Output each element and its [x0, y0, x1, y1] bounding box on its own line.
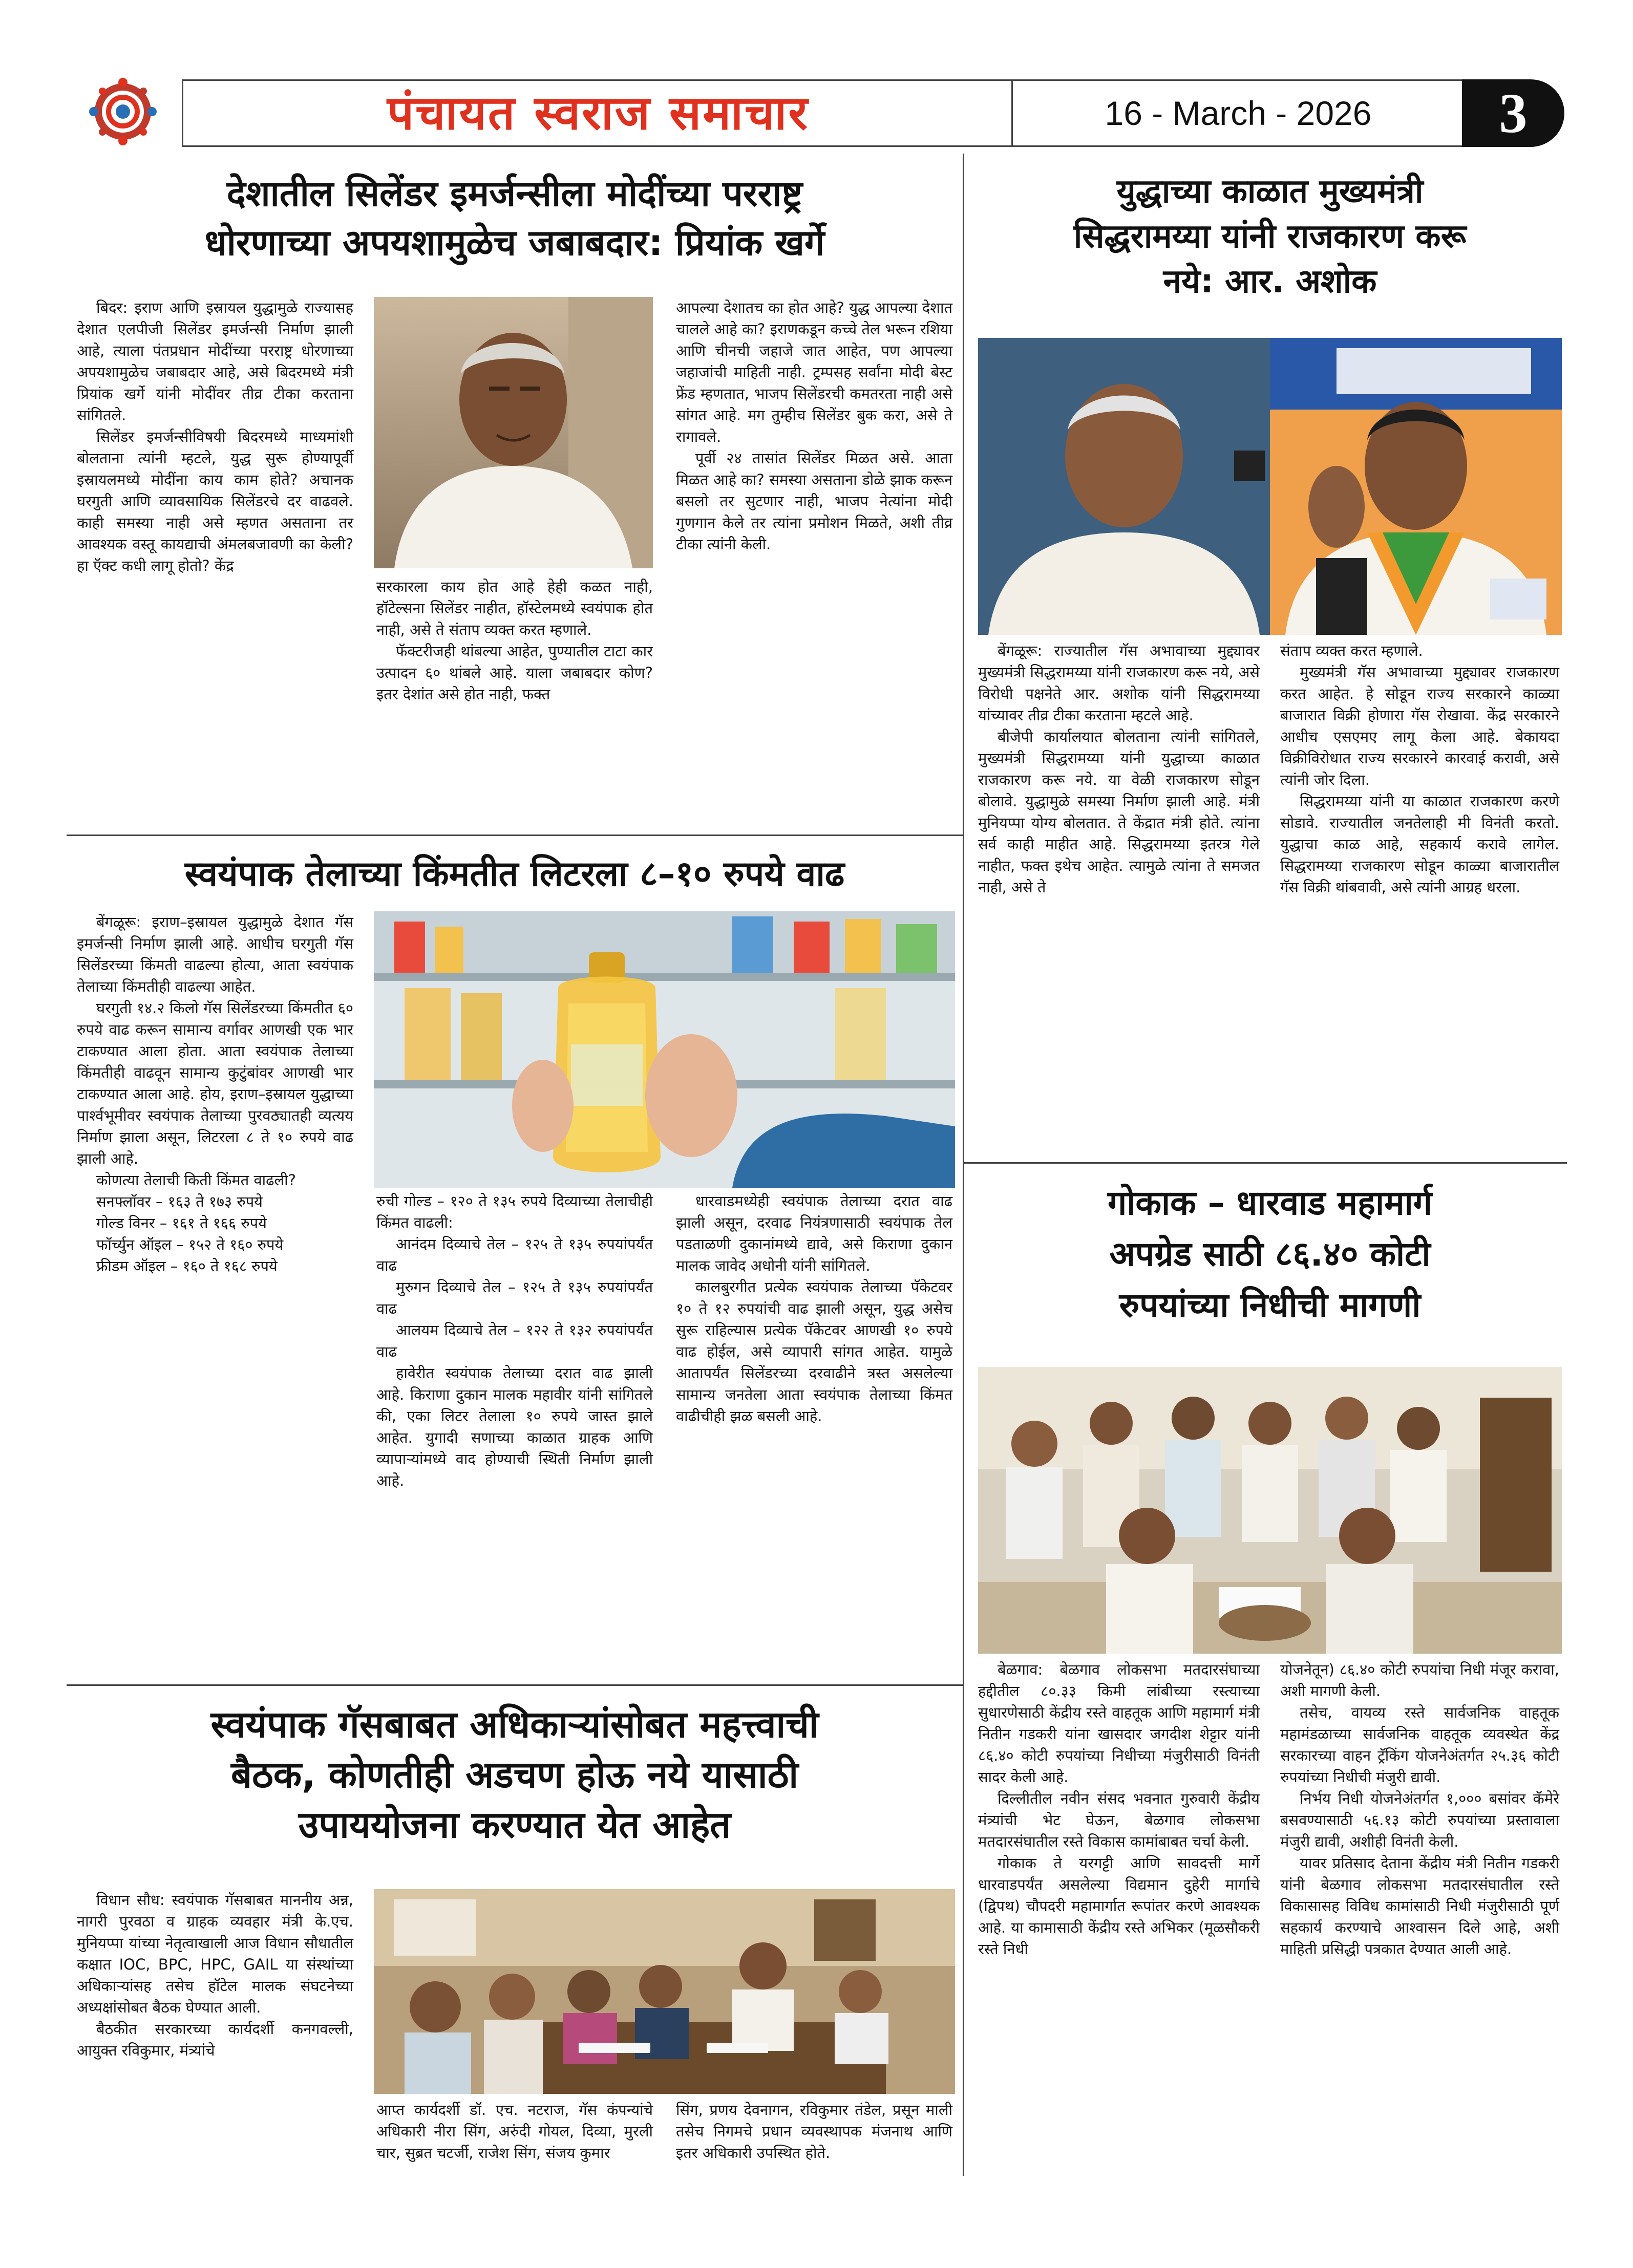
paragraph: गोकाक ते यरगट्टी आणि सावदत्ती मार्गे धारवाडपर्यंत असलेल्या विद्यमान दुहेरी मार्गाचे (द्विपथ) चौपदरी महामार्गात रूपांतर करणे आवश्यक आहे. या कामासाठी केंद्रीय रस्ते अभिकर (मूळसौकरी रस्ते निधी [978, 1854, 1260, 1958]
paragraph: सिलेंडर इमर्जन्सीविषयी बिदरमध्ये माध्यमांशी बोलताना त्यांनी म्हटले, युद्ध सुरू होण्यापूर्वी इस्रायलमध्ये मोदींना काय काम होते? अचानक घरगुती आणि व्यावसायिक सिलेंडरचे दर वाढवले. काही समस्या नाही असे म्हणत असताना तर आवश्यक वस्तू कायद्याची अंमलबजावणी का केली? हा ऍक्ट कधी लागू होतो? केंद्र [77, 428, 353, 574]
photo-priyank-kharge [374, 297, 653, 568]
masthead-title: पंचायत स्वराज समाचार [387, 85, 809, 140]
paragraph: बीजेपी कार्यालयात बोलताना त्यांनी सांगितले, मुख्यमंत्री सिद्धरामय्या यांनी युद्धाच्या काळात राजकारण करू नये. या वेळी राजकारण सोडून बोलावे. युद्धामुळे समस्या निर्माण झाली आहे. मंत्री मुनियप्पा योग्य बोलतात. ते केंद्रात मंत्री होते. त्यांना सर्व काही माहीत आहे. सिद्धरामय्या इतरत्र गेले नाहीत, फक्त इथेच आहेत. त्यामुळे त्यांना ते समजत नाही, असे ते [978, 728, 1260, 896]
headline-gas-meeting-line3: उपाययोजना करण्यात येत आहेत [298, 1803, 731, 1846]
page-number: 3 [1499, 82, 1528, 144]
oil-column-1 [77, 911, 353, 1277]
headline-gas-meeting-line1: स्वयंपाक गॅसबाबत अधिकाऱ्यांसोबत महत्त्वाची [210, 1703, 819, 1746]
price-line: सनफ्लॉवर – १६३ ते १७३ रुपये [96, 1193, 263, 1210]
lpg-column-1 [77, 297, 353, 576]
headline-gokak-line3: रुपयांच्या निधीची मागणी [1119, 1286, 1421, 1325]
date-box [1011, 79, 1465, 147]
lpg-column-3 [676, 297, 952, 555]
headline-gas-meeting-line2: बैठक, कोणतीही अडचण होऊ नये यासाठी [230, 1753, 799, 1796]
issue-date: 16 - March - 2026 [1105, 94, 1372, 132]
paragraph: पूर्वी २४ तासांत सिलेंडर मिळत असे. आता मिळत आहे का? समस्या असताना डोळे झाक करून बसलो तर सुटणार नाही, भाजप नेत्यांना मोदी गुणगान केले तर त्यांना प्रमोशन मिळते, अशी तीव्र टीका त्यांनी केली. [676, 450, 952, 553]
meeting-column-2 [376, 2099, 653, 2164]
page-number-badge [1462, 79, 1564, 147]
paragraph: फॅक्टरीजही थांबल्या आहेत, पुण्यातील टाटा कार उत्पादन ६० थांबले आहे. याला जबाबदार कोण? इतर देशांत असे होत नाही, फक्त [376, 643, 653, 703]
paragraph: योजनेतून) ८६.४० कोटी रुपयांचा निधी मंजूर करावा, अशी मागणी केली. [1280, 1661, 1559, 1700]
gokak-column-1 [978, 1659, 1260, 1960]
ashok-column-1 [978, 640, 1260, 898]
price-line: फ्रीडम ऑइल – १६० ते १६८ रुपये [96, 1257, 278, 1275]
price-line: गोल्ड विनर – १६१ ते १६६ रुपये [96, 1214, 267, 1232]
paragraph: दिल्लीतील नवीन संसद भवनात गुरुवारी केंद्रीय मंत्र्यांची भेट घेऊन, बेळगाव लोकसभा मतदारसंघातील रस्ते विकास कामांबाबत चर्चा केली. [978, 1790, 1260, 1850]
paragraph: सिंग, प्रणय देवनागन, रविकुमार तंडेल, प्रसून माली तसेच निगमचे प्रधान व्यवस्थापक मंजनाथ आणि इतर अधिकारी उपस्थित होते. [676, 2101, 952, 2162]
paragraph: बैठकीत सरकारच्या कार्यदर्शी कनगवल्ली, आयुक्त रविकुमार, मंत्र्यांचे [77, 2020, 353, 2059]
paragraph: रुची गोल्ड – १२० ते १३५ रुपये दिव्याच्या तेलाचीही किंमत वाढली: [376, 1192, 653, 1231]
divider-after-ashok [963, 1162, 1567, 1164]
headline-gokak-line2: अपग्रेड साठी ८६.४० कोटी [1109, 1234, 1431, 1274]
newspaper-logo [74, 73, 172, 150]
headline-ashok-line3: नये: आर. अशोक [1163, 263, 1377, 301]
oil-column-3 [676, 1190, 952, 1427]
meeting-column-1 [77, 1889, 353, 2061]
paragraph: यावर प्रतिसाद देताना केंद्रीय मंत्री नितीन गडकरी यांनी बेळगाव लोकसभा मतदारसंघातील रस्ते विकासासह विविध कामांसाठी निधी मंजुरीसाठी पूर्ण सहकार्य करण्याचे आश्वासन दिले आहे, अशी माहिती प्रसिद्धी पत्रकात देण्यात आली आहे. [1280, 1854, 1559, 1958]
photo-gadkari-meeting [978, 1367, 1562, 1654]
paragraph: बेंगळूरू: राज्यातील गॅस अभावाच्या मुद्द्यावर मुख्यमंत्री सिद्धरामय्या यांनी राजकारण करू नये, असे विरोधी पक्षनेते आर. अशोक यांनी सिद्धरामय्या यांच्यावर तीव्र टीका करताना म्हटले आहे. [978, 642, 1260, 724]
headline-lpg-line2: धोरणाच्या अपयशामुळेच जबाबदार: प्रियांक खर्गे [204, 222, 825, 264]
paragraph: सरकारला काय होत आहे हेही कळत नाही, हॉटेल्सना सिलेंडर नाहीत, हॉस्टेलमध्ये स्वयंपाक होत नाही, असे ते संताप व्यक्त करत म्हणाले. [376, 578, 653, 638]
paragraph: संताप व्यक्त करत म्हणाले. [1280, 642, 1423, 659]
paragraph: कालबुरगीत प्रत्येक स्वयंपाक तेलाच्या पॅकेटवर १० ते १२ रुपयांची वाढ झाली असून, युद्ध असेच सुरू राहिल्यास प्रत्येक पॅकेटवर आणखी १० रुपये वाढ होईल, असे व्यापारी सांगत आहेत. यामुळे आतापर्यंत सिलेंडरच्या दरवाढीने त्रस्त असलेल्या सामान्य जनतेला आता स्वयंपाक तेलाच्या किंमत वाढीचीही झळ बसली आहे. [676, 1278, 952, 1425]
price-line: मुरुगन दिव्याचे तेल – १२५ ते १३५ रुपयांपर्यंत वाढ [376, 1278, 653, 1317]
headline-lpg-line1: देशातील सिलेंडर इमर्जन्सीला मोदींच्या परराष्ट्र [226, 173, 803, 215]
paragraph: आप्त कार्यदर्शी डॉ. एच. नटराज, गॅस कंपन्यांचे अधिकारी नीरा सिंग, अरुंदी गोयल, दिव्या, मुरली चार, सुब्रत चटर्जी, राजेश सिंग, संजय कुमार [376, 2101, 653, 2162]
main-column-divider [963, 154, 964, 2176]
divider-after-lpg [67, 835, 963, 836]
ashok-column-2 [1280, 640, 1559, 898]
paragraph: कोणत्या तेलाची किती किंमत वाढली? [96, 1171, 296, 1189]
paragraph: बेळगाव: बेळगाव लोकसभा मतदारसंघाच्या हद्दीतील ८०.३३ किमी लांबीच्या रस्त्याच्या सुधारणेसाठी केंद्रीय रस्ते वाहतूक आणि महामार्ग मंत्री नितीन गडकरी यांना खासदार जगदीश शेट्टार यांनी ८६.४० कोटी रुपयांच्या निधीच्या मंजुरीसाठी विनंती सादर केली आहे. [978, 1661, 1260, 1786]
masthead-title-bar [182, 79, 1014, 147]
meeting-column-3 [676, 2099, 952, 2164]
oil-column-2 [376, 1190, 653, 1491]
photo-siddaramaiah-ashok [978, 338, 1562, 635]
price-line: आनंदम दिव्याचे तेल – १२५ ते १३५ रुपयांपर्यंत वाढ [376, 1235, 653, 1274]
price-line: फॉर्च्युन ऑइल – १५२ ते १६० रुपये [96, 1236, 284, 1253]
price-line: आलयम दिव्याचे तेल – १२२ ते १३२ रुपयांपर्यंत वाढ [376, 1321, 653, 1360]
divider-after-oil [67, 1684, 963, 1686]
headline-gokak-line1: गोकाक – धारवाड महामार्ग [1108, 1183, 1432, 1223]
paragraph: आपल्या देशातच का होत आहे? युद्ध आपल्या देशात चालले आहे का? इराणकडून कच्चे तेल भरून रशिया आणि चीनची जहाजे जात आहेत, पण आपल्या जहाजांची माहिती नाही. ट्रम्पसह सर्वांना मोदी बेस्ट फ्रेंड म्हणतात, भाजप सिलेंडरची कमतरता नाही असे सांगत आहे. मग तुम्हीच सिलेंडर बुक करा, असे ते रागावले. [676, 299, 952, 445]
gokak-column-2 [1280, 1659, 1559, 1960]
paragraph: हावेरीत स्वयंपाक तेलाच्या दरात वाढ झाली आहे. किराणा दुकान मालक महावीर यांनी सांगितले की, एका लिटर तेलाला १० रुपये जास्त झाले आहेत. युगादी सणाच्या काळात ग्राहक आणि व्यापाऱ्यांमध्ये वाद होण्याची स्थिती निर्माण झाली आहे. [376, 1364, 653, 1489]
paragraph: मुख्यमंत्री गॅस अभावाच्या मुद्द्यावर राजकारण करत आहेत. हे सोडून राज्य सरकारने काळ्या बाजारात विक्री होणारा गॅस रोखावा. केंद्र सरकारने आधीच एसएमए लागू केला आहे. बेकायदा विक्रीविरोधात राज्य सरकारने कारवाई करावी, असे त्यांनी जोर दिला. [1280, 664, 1559, 788]
paragraph: बिदर: इराण आणि इस्रायल युद्धामुळे राज्यासह देशात एलपीजी सिलेंडर इमर्जन्सी निर्माण झाली आहे, त्याला पंतप्रधान मोदींच्या परराष्ट्र धोरणाच्या अपयशामुळेच जबाबदार आहे, असे बिदरमध्ये मंत्री प्रियांक खर्गे यांनी मोदींवर तीव्र टीका करताना सांगितले. [77, 299, 353, 424]
photo-cooking-oil [374, 911, 955, 1188]
paragraph: सिद्धरामय्या यांनी या काळात राजकारण करणे सोडावे. राज्यातील जनतेलाही मी विनंती करतो. युद्धाचा काळ आहे, सहकार्य करावे लागेल. सिद्धरामय्या राजकारण सोडून काळ्या बाजारातील गॅस विक्री थांबवावी, असे त्यांनी आग्रह धरला. [1280, 793, 1559, 896]
paragraph: बेंगळूरू: इराण–इस्रायल युद्धामुळे देशात गॅस इमर्जन्सी निर्माण झाली आहे. आधीच घरगुती गॅस सिलेंडरच्या किंमती वाढल्या होत्या, आता स्वयंपाक तेलाच्या किंमतीही वाढल्या आहेत. [77, 913, 353, 995]
paragraph: घरगुती १४.२ किलो गॅस सिलेंडरच्या किंमतीत ६० रुपये वाढ करून सामान्य वर्गावर आणखी एक भार टाकण्यात आला होता. आता स्वयंपाक तेलाच्या किंमतीही वाढवून सामान्य कुटुंबांवर आणखी भार टाकण्यात आला आहे. होय, इराण–इस्रायल युद्धाच्या पार्श्वभूमीवर स्वयंपाक तेलाच्या पुरवठ्यातही व्यत्यय निर्माण झाला असून, लिटरला ८ ते १० रुपये वाढ झाली आहे. [77, 999, 353, 1167]
masthead [69, 73, 1564, 150]
paragraph: निर्भय निधी योजनेअंतर्गत १,००० बसांवर कॅमेरे बसवण्यासाठी ५६.१३ कोटी रुपयांच्या प्रस्तावाला मंजुरी द्यावी, अशीही विनंती केली. [1280, 1790, 1559, 1850]
headline-ashok-line1: युद्धाच्या काळात मुख्यमंत्री [1116, 173, 1424, 210]
photo-gas-meeting [374, 1889, 955, 2094]
headline-ashok-line2: सिद्धरामय्या यांनी राजकारण करू [1073, 218, 1467, 255]
lpg-column-2 [376, 576, 653, 705]
headline-oil-price: स्वयंपाक तेलाच्या किंमतीत लिटरला ८–१० रुपये वाढ [184, 854, 845, 894]
paragraph: धारवाडमध्येही स्वयंपाक तेलाच्या दरात वाढ झाली असून, दरवाढ नियंत्रणासाठी स्वयंपाक तेल पडताळणी दुकानांमध्ये द्यावे, असे किराणा दुकान मालक जावेद अधोनी यांनी सांगितले. [676, 1192, 952, 1274]
paragraph: तसेच, वायव्य रस्ते सार्वजनिक वाहतूक महामंडळाच्या सार्वजनिक वाहतूक व्यवस्थेत केंद्र सरकारच्या वाहन ट्रॅकिंग योजनेअंतर्गत २५.३६ कोटी रुपयांच्या निधीची मंजुरी द्यावी. [1280, 1704, 1559, 1786]
paragraph: विधान सौध: स्वयंपाक गॅसबाबत माननीय अन्न, नागरी पुरवठा व ग्राहक व्यवहार मंत्री के.एच. मुनियप्पा यांच्या नेतृत्वाखाली आज विधान सौधातील कक्षात IOC, BPC, HPC, GAIL या संस्थांच्या अधिकाऱ्यांसह तसेच हॉटेल मालक संघटनेच्या अध्यक्षांसोबत बैठक घेण्यात आली. [77, 1891, 353, 2016]
